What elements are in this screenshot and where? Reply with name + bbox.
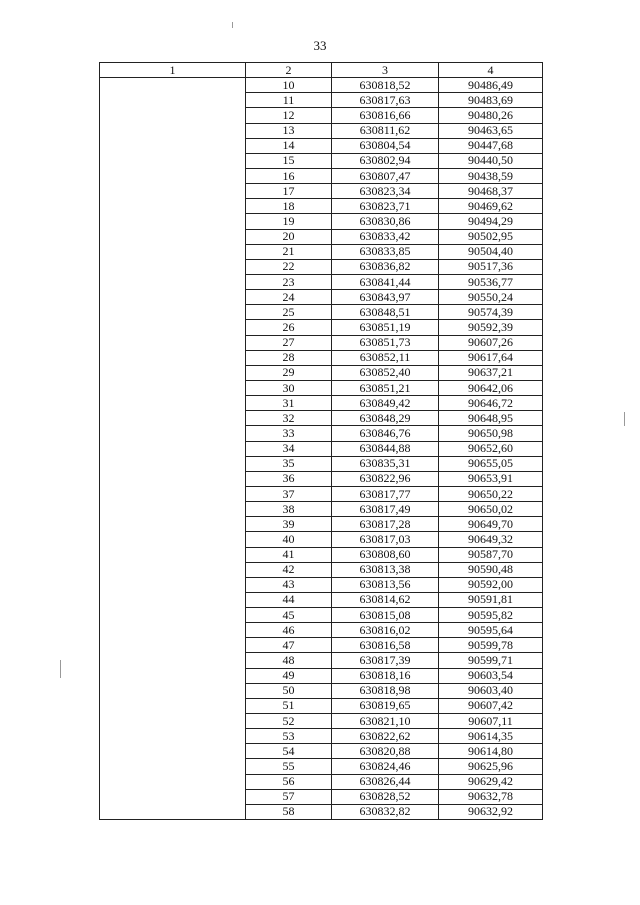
point-number-cell: 24	[246, 290, 332, 305]
x-coordinate-cell: 630802,94	[332, 153, 439, 168]
y-coordinate-cell: 90637,21	[439, 365, 543, 380]
x-coordinate-cell: 630817,03	[332, 532, 439, 547]
point-number-cell: 52	[246, 714, 332, 729]
point-number-cell: 55	[246, 759, 332, 774]
point-number-cell: 43	[246, 577, 332, 592]
y-coordinate-cell: 90502,95	[439, 229, 543, 244]
x-coordinate-cell: 630852,40	[332, 365, 439, 380]
point-number-cell: 13	[246, 123, 332, 138]
point-number-cell: 14	[246, 138, 332, 153]
x-coordinate-cell: 630832,82	[332, 804, 439, 819]
y-coordinate-cell: 90614,80	[439, 744, 543, 759]
x-coordinate-cell: 630828,52	[332, 789, 439, 804]
y-coordinate-cell: 90617,64	[439, 350, 543, 365]
point-number-cell: 17	[246, 184, 332, 199]
x-coordinate-cell: 630808,60	[332, 547, 439, 562]
x-coordinate-cell: 630852,11	[332, 350, 439, 365]
y-coordinate-cell: 90649,70	[439, 517, 543, 532]
y-coordinate-cell: 90632,92	[439, 804, 543, 819]
header-col-1: 1	[100, 63, 246, 78]
point-number-cell: 12	[246, 108, 332, 123]
x-coordinate-cell: 630851,21	[332, 380, 439, 395]
point-number-cell: 56	[246, 774, 332, 789]
y-coordinate-cell: 90469,62	[439, 199, 543, 214]
point-number-cell: 19	[246, 214, 332, 229]
table-header	[100, 63, 543, 78]
x-coordinate-cell: 630815,08	[332, 608, 439, 623]
y-coordinate-cell: 90653,91	[439, 471, 543, 486]
point-number-cell: 31	[246, 396, 332, 411]
y-coordinate-cell: 90629,42	[439, 774, 543, 789]
point-number-cell: 36	[246, 471, 332, 486]
point-number-cell: 38	[246, 502, 332, 517]
y-coordinate-cell: 90592,39	[439, 320, 543, 335]
point-number-cell: 40	[246, 532, 332, 547]
x-coordinate-cell: 630811,62	[332, 123, 439, 138]
header-col-4: 4	[439, 63, 543, 78]
y-coordinate-cell: 90655,05	[439, 456, 543, 471]
y-coordinate-cell: 90463,65	[439, 123, 543, 138]
x-coordinate-cell: 630835,31	[332, 456, 439, 471]
y-coordinate-cell: 90614,35	[439, 729, 543, 744]
x-coordinate-cell: 630848,51	[332, 305, 439, 320]
point-number-cell: 22	[246, 259, 332, 274]
point-number-cell: 29	[246, 365, 332, 380]
point-number-cell: 53	[246, 729, 332, 744]
point-number-cell: 15	[246, 153, 332, 168]
table-row	[100, 78, 543, 93]
x-coordinate-cell: 630823,34	[332, 184, 439, 199]
header-col-2: 2	[246, 63, 332, 78]
y-coordinate-cell: 90592,00	[439, 577, 543, 592]
x-coordinate-cell: 630818,16	[332, 668, 439, 683]
x-coordinate-cell: 630848,29	[332, 411, 439, 426]
y-coordinate-cell: 90632,78	[439, 789, 543, 804]
point-number-cell: 28	[246, 350, 332, 365]
y-coordinate-cell: 90574,39	[439, 305, 543, 320]
x-coordinate-cell: 630814,62	[332, 592, 439, 607]
point-number-cell: 47	[246, 638, 332, 653]
y-coordinate-cell: 90483,69	[439, 93, 543, 108]
y-coordinate-cell: 90607,26	[439, 335, 543, 350]
y-coordinate-cell: 90625,96	[439, 759, 543, 774]
x-coordinate-cell: 630817,49	[332, 502, 439, 517]
x-coordinate-cell: 630816,02	[332, 623, 439, 638]
y-coordinate-cell: 90603,40	[439, 683, 543, 698]
point-number-cell: 46	[246, 623, 332, 638]
y-coordinate-cell: 90486,49	[439, 78, 543, 93]
point-number-cell: 39	[246, 517, 332, 532]
x-coordinate-cell: 630833,85	[332, 244, 439, 259]
y-coordinate-cell: 90595,64	[439, 623, 543, 638]
coordinates-table	[99, 62, 543, 820]
point-number-cell: 23	[246, 274, 332, 289]
point-number-cell: 44	[246, 592, 332, 607]
x-coordinate-cell: 630817,77	[332, 486, 439, 501]
y-coordinate-cell: 90642,06	[439, 380, 543, 395]
y-coordinate-cell: 90440,50	[439, 153, 543, 168]
y-coordinate-cell: 90650,22	[439, 486, 543, 501]
y-coordinate-cell: 90587,70	[439, 547, 543, 562]
point-number-cell: 48	[246, 653, 332, 668]
y-coordinate-cell: 90650,02	[439, 502, 543, 517]
x-coordinate-cell: 630813,56	[332, 577, 439, 592]
x-coordinate-cell: 630841,44	[332, 274, 439, 289]
x-coordinate-cell: 630817,28	[332, 517, 439, 532]
point-number-cell: 54	[246, 744, 332, 759]
point-number-cell: 37	[246, 486, 332, 501]
point-number-cell: 35	[246, 456, 332, 471]
point-number-cell: 10	[246, 78, 332, 93]
scan-mark-top	[232, 22, 233, 28]
point-number-cell: 41	[246, 547, 332, 562]
table-body	[100, 78, 543, 820]
y-coordinate-cell: 90649,32	[439, 532, 543, 547]
point-number-cell: 32	[246, 411, 332, 426]
x-coordinate-cell: 630819,65	[332, 698, 439, 713]
x-coordinate-cell: 630821,10	[332, 714, 439, 729]
x-coordinate-cell: 630804,54	[332, 138, 439, 153]
y-coordinate-cell: 90591,81	[439, 592, 543, 607]
x-coordinate-cell: 630823,71	[332, 199, 439, 214]
x-coordinate-cell: 630833,42	[332, 229, 439, 244]
y-coordinate-cell: 90607,42	[439, 698, 543, 713]
point-number-cell: 33	[246, 426, 332, 441]
y-coordinate-cell: 90504,40	[439, 244, 543, 259]
x-coordinate-cell: 630816,66	[332, 108, 439, 123]
header-col-3: 3	[332, 63, 439, 78]
x-coordinate-cell: 630843,97	[332, 290, 439, 305]
point-number-cell: 26	[246, 320, 332, 335]
scan-mark-right	[624, 412, 625, 426]
y-coordinate-cell: 90599,71	[439, 653, 543, 668]
x-coordinate-cell: 630851,19	[332, 320, 439, 335]
x-coordinate-cell: 630818,52	[332, 78, 439, 93]
x-coordinate-cell: 630849,42	[332, 396, 439, 411]
x-coordinate-cell: 630830,86	[332, 214, 439, 229]
x-coordinate-cell: 630820,88	[332, 744, 439, 759]
x-coordinate-cell: 630826,44	[332, 774, 439, 789]
x-coordinate-cell: 630824,46	[332, 759, 439, 774]
point-number-cell: 42	[246, 562, 332, 577]
y-coordinate-cell: 90438,59	[439, 168, 543, 183]
y-coordinate-cell: 90648,95	[439, 411, 543, 426]
page-number: 33	[313, 38, 327, 53]
y-coordinate-cell: 90595,82	[439, 608, 543, 623]
point-number-cell: 45	[246, 608, 332, 623]
point-number-cell: 21	[246, 244, 332, 259]
point-number-cell: 58	[246, 804, 332, 819]
x-coordinate-cell: 630807,47	[332, 168, 439, 183]
x-coordinate-cell: 630813,38	[332, 562, 439, 577]
y-coordinate-cell: 90480,26	[439, 108, 543, 123]
point-number-cell: 51	[246, 698, 332, 713]
y-coordinate-cell: 90494,29	[439, 214, 543, 229]
y-coordinate-cell: 90599,78	[439, 638, 543, 653]
y-coordinate-cell: 90590,48	[439, 562, 543, 577]
y-coordinate-cell: 90447,68	[439, 138, 543, 153]
point-number-cell: 34	[246, 441, 332, 456]
x-coordinate-cell: 630817,39	[332, 653, 439, 668]
point-number-cell: 50	[246, 683, 332, 698]
point-number-cell: 18	[246, 199, 332, 214]
header-row	[100, 63, 543, 78]
point-number-cell: 30	[246, 380, 332, 395]
x-coordinate-cell: 630818,98	[332, 683, 439, 698]
x-coordinate-cell: 630851,73	[332, 335, 439, 350]
y-coordinate-cell: 90536,77	[439, 274, 543, 289]
x-coordinate-cell: 630816,58	[332, 638, 439, 653]
y-coordinate-cell: 90550,24	[439, 290, 543, 305]
point-number-cell: 57	[246, 789, 332, 804]
merged-cell-col-1	[100, 78, 246, 820]
x-coordinate-cell: 630846,76	[332, 426, 439, 441]
point-number-cell: 20	[246, 229, 332, 244]
point-number-cell: 27	[246, 335, 332, 350]
y-coordinate-cell: 90603,54	[439, 668, 543, 683]
scan-mark-left	[60, 660, 61, 678]
y-coordinate-cell: 90646,72	[439, 396, 543, 411]
point-number-cell: 25	[246, 305, 332, 320]
x-coordinate-cell: 630817,63	[332, 93, 439, 108]
point-number-cell: 11	[246, 93, 332, 108]
y-coordinate-cell: 90607,11	[439, 714, 543, 729]
point-number-cell: 49	[246, 668, 332, 683]
y-coordinate-cell: 90468,37	[439, 184, 543, 199]
y-coordinate-cell: 90517,36	[439, 259, 543, 274]
y-coordinate-cell: 90650,98	[439, 426, 543, 441]
x-coordinate-cell: 630822,96	[332, 471, 439, 486]
x-coordinate-cell: 630836,82	[332, 259, 439, 274]
point-number-cell: 16	[246, 168, 332, 183]
y-coordinate-cell: 90652,60	[439, 441, 543, 456]
x-coordinate-cell: 630844,88	[332, 441, 439, 456]
x-coordinate-cell: 630822,62	[332, 729, 439, 744]
